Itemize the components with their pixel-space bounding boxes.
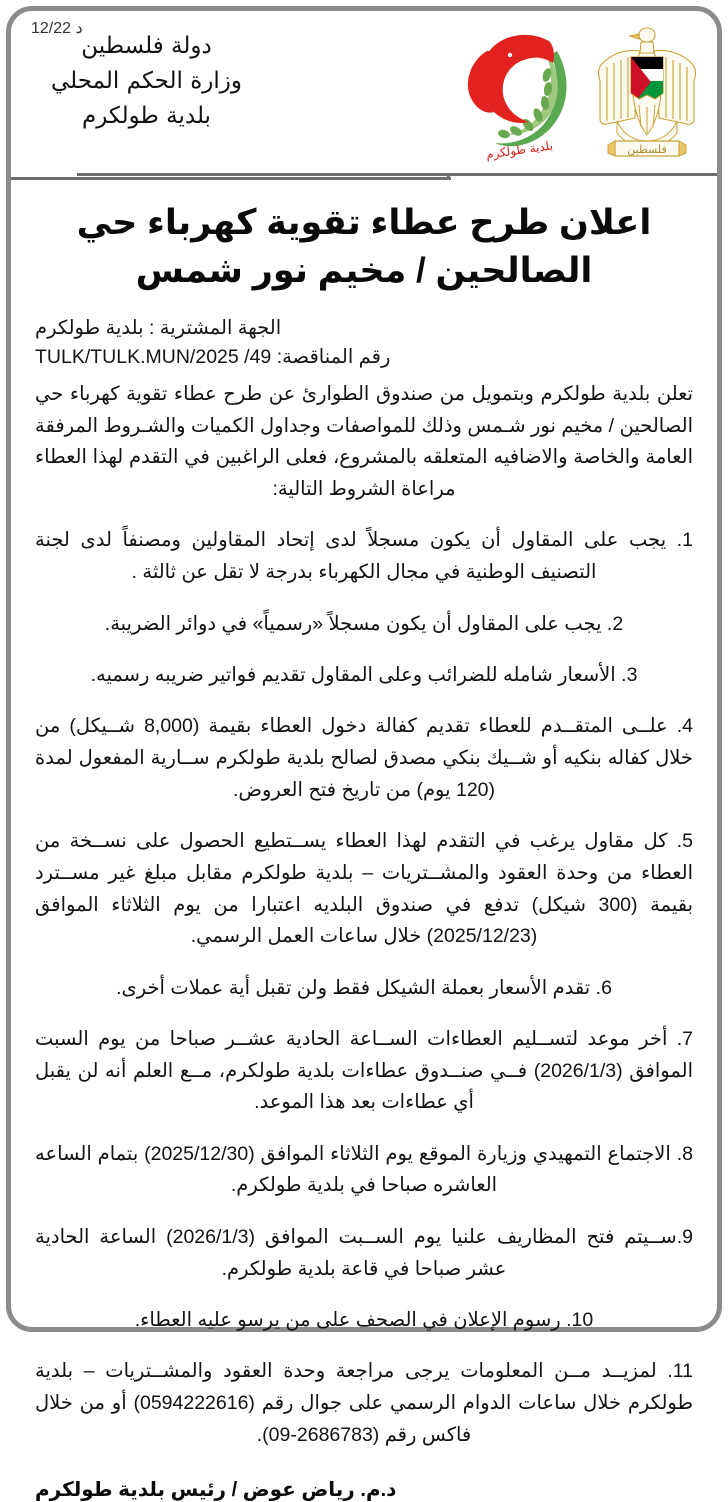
clause-1: 1. يجب على المقاول أن يكون مسجلاً لدى إتحاد المقاولين ومصنفاً لدى لجنة التصنيف الوطنية في مجال الكهرباء بدرجة لا تقل عن ثالثة .: [35, 529, 693, 584]
tulkarm-municipality-logo-icon: [461, 23, 579, 161]
header-divider: [11, 169, 717, 181]
buyer-entity-line: الجهة المشترية : بلدية طولكرم: [35, 316, 282, 339]
clause-4: 4. علــى المتقــدم للعطاء تقديم كفالة دخول العطاء بقيمة (8,000 شــيكل) من خلال كفاله بنكيه أو شــيك بنكي مصدق لصالح بلدية طولكرم ســارية المفعول لمدة (120 يوم) من تاريخ فتح العروض.: [35, 715, 693, 801]
emblem-scroll-label: فلسطين: [627, 143, 667, 156]
signature-line: د.م. رياض عوض / رئيس بلدية طولكرم: [35, 1479, 397, 1502]
palestine-state-emblem-icon: [595, 23, 699, 163]
clause-7: 7. أخر موعد لتســليم العطاءات الســاعة الحادية عشــر صباحا من يوم السبت الموافق (2026/1/3) فــي صنــدوق عطاءات بلدية طولكرم، مــع العلم أنه لن يقبل أي عطاءات بعد هذا الموعد.: [35, 1027, 693, 1114]
clause-10: 10. رسوم الإعلان في الصحف على من يرسو عليه العطاء.: [134, 1308, 594, 1331]
tender-meta: [35, 314, 693, 373]
divider-line-upper: [77, 173, 717, 176]
clause-3: 3. الأسعار شامله للضرائب وعلى المقاول تقديم فواتير ضريبه رسميه.: [90, 663, 638, 686]
clause-9: 9.ســيتم فتح المظاريف علنيا يوم الســبت الموافق (2026/1/3) الساعة الحادية عشر صباحا في قاعة بلدية طولكرم.: [35, 1225, 693, 1280]
announcement-title: اعلان طرح عطاء تقوية كهرباء حي الصالحين / مخيم نور شمس: [76, 203, 652, 291]
clause-2: 2. يجب على المقاول أن يكون مسجلاً «رسمياً» في دوائر الضريبة.: [104, 612, 624, 635]
tender-number-line: [35, 343, 693, 373]
divider-line-lower: [11, 177, 451, 180]
header-authority-text: [29, 19, 242, 134]
announcement-card: [6, 6, 722, 1502]
clause-11: 11. لمزيــد مــن المعلومات يرجى مراجعة وحدة العقود والمشــتريات – بلدية طولكرم خلال ساعات الدوام الرسمي على جوال رقم (0594222616) أو من خلال فاكس رقم (2686783-09).: [35, 1360, 693, 1446]
clause-6: 6. تقدم الأسعار بعملة الشيكل فقط ولن تقبل أية عملات أخرى.: [116, 976, 612, 999]
clause-8: 8. الاجتماع التمهيدي وزيارة الموقع يوم الثلاثاء الموافق (2025/12/30) بتمام الساعه العاشره صباحا في بلدية طولكرم.: [35, 1142, 693, 1197]
announcement-body: [35, 379, 693, 1452]
tender-number-value: TULK/TULK.MUN/2025 /49: [35, 346, 272, 369]
clause-5: 5. كل مقاول يرغب في التقدم لهذا العطاء يســتطيع الحصول على نســخة من العطاء من وحدة العقود والمشــتريات – بلدية طولكرم مقابل مبلغ غير مســترد بقيمة (300 شيكل) تدفع في صندوق البلديه اعتبارا من يوم الثلاثاء الموافق (2025/12/23) خلال ساعات العمل الرسمي.: [35, 829, 693, 948]
emblem-group: [461, 19, 699, 163]
page-marker: د 12/22: [31, 20, 83, 37]
intro-paragraph: تعلن بلدية طولكرم وبتمويل من صندوق الطوارئ عن طرح عطاء تقوية كهرباء حي الصالحين / مخيم نور شـمس وذلك للمواصفات وجداول الكميات والشـروط المرفقة العامة والخاصة والاضافيه المتعلقه بالمشروع، فعلى الراغبين في التقدم لهذا العطاء مراعاة الشروط التالية:: [35, 382, 693, 501]
header-line-municipality: بلدية طولكرم: [82, 102, 211, 129]
tender-number-label: رقم المناقصة:: [276, 346, 391, 369]
svg-text:بلدية طولكرم: بلدية طولكرم: [485, 138, 554, 162]
header-line-ministry: وزارة الحكم المحلي: [51, 67, 242, 94]
document-header: [11, 11, 717, 169]
header-line-state: دولة فلسطين: [81, 33, 212, 59]
